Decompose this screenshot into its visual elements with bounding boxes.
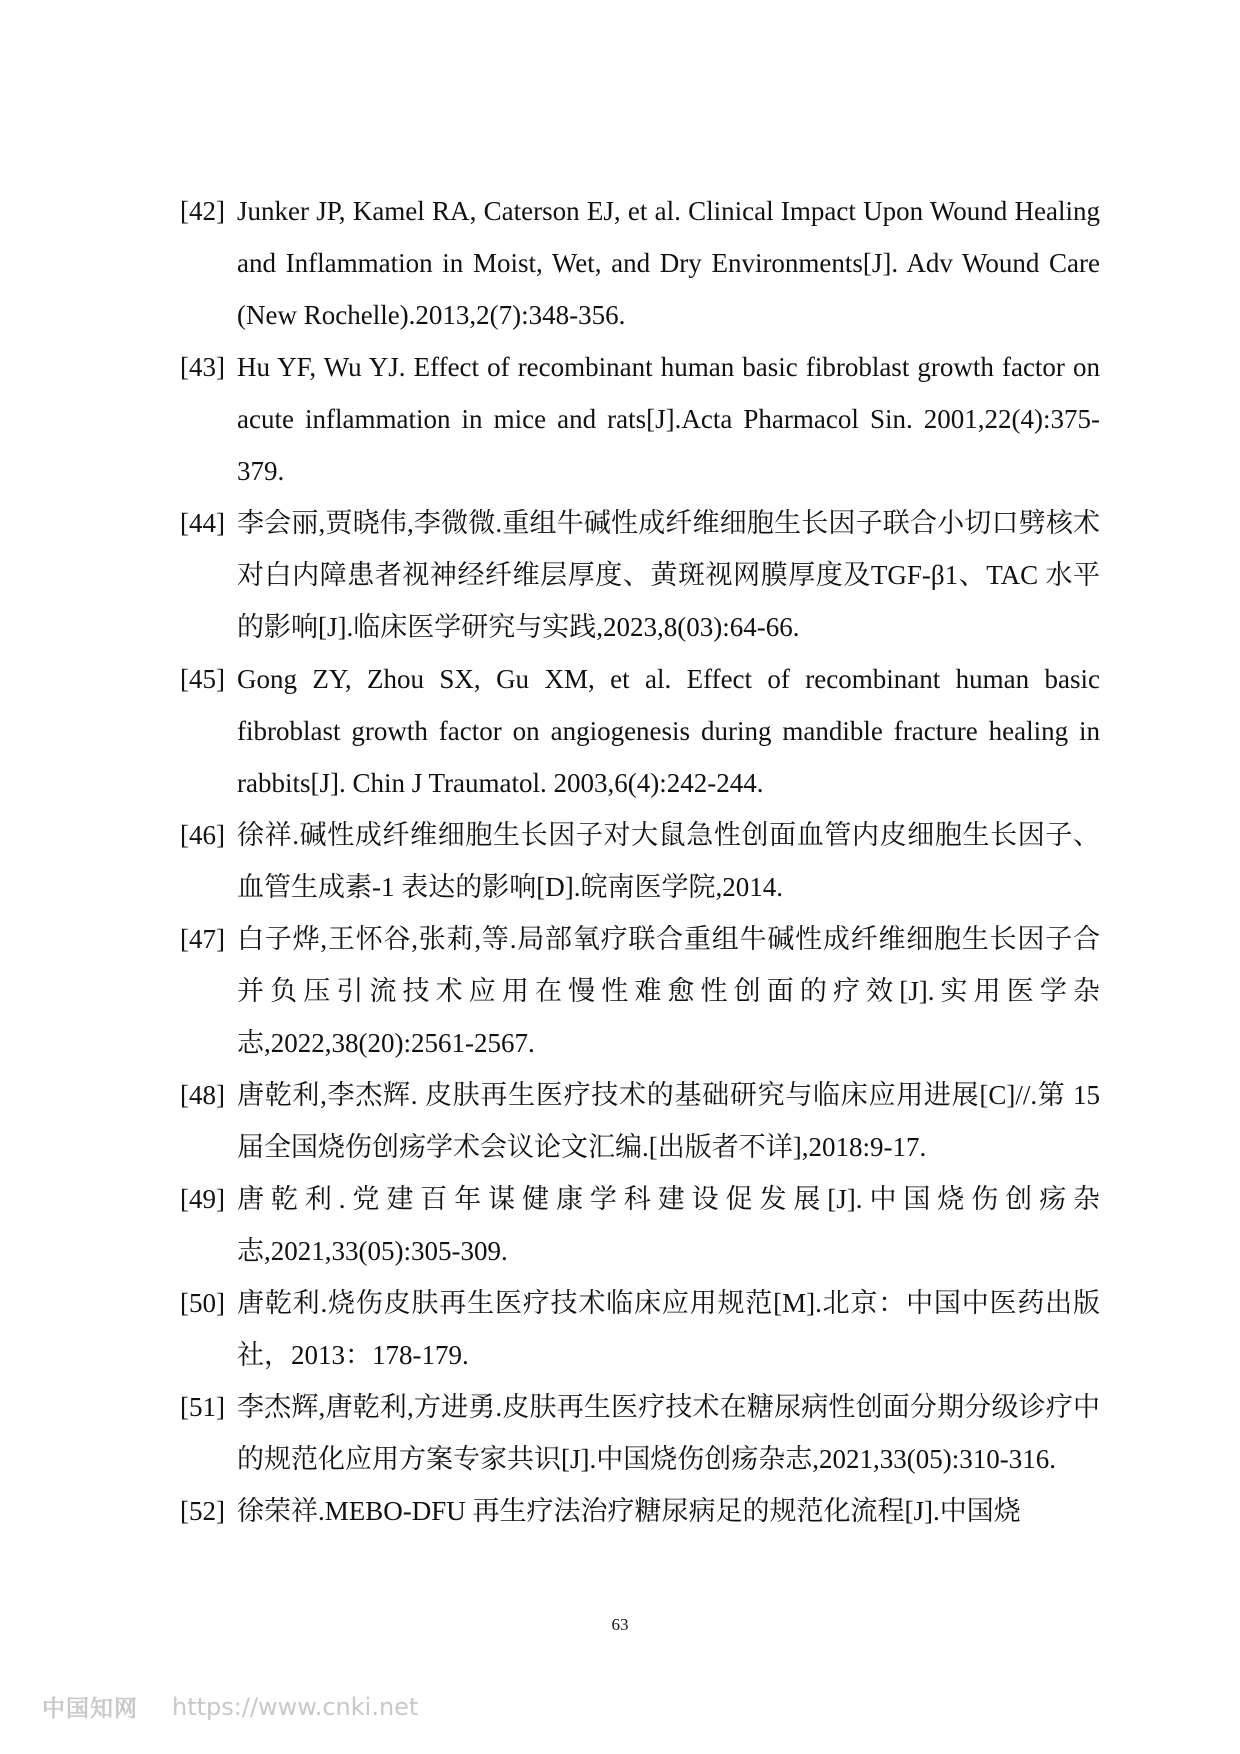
reference-number: [42] <box>180 196 225 226</box>
reference-44 <box>180 497 1100 653</box>
reference-number: [47] <box>180 924 225 954</box>
reference-text: 李杰辉,唐乾利,方进勇.皮肤再生医疗技术在糖尿病性创面分期分级诊疗中的规范化应用方案专家共识[J].中国烧伤创疡杂志,2021,33(05):310-316. <box>237 1392 1100 1474</box>
reference-46 <box>180 809 1100 913</box>
watermark-url: https://www.cnki.net <box>172 1692 419 1721</box>
page-number: 63 <box>611 1615 629 1634</box>
reference-number: [50] <box>180 1288 225 1318</box>
reference-49 <box>180 1173 1100 1277</box>
reference-text: 白子烨,王怀谷,张莉,等.局部氧疗联合重组牛碱性成纤维细胞生长因子合并负压引流技术应用在慢性难愈性创面的疗效[J].实用医学杂志,2022,38(20):2561-2567. <box>237 924 1100 1058</box>
reference-list <box>180 185 1100 1537</box>
reference-51 <box>180 1381 1100 1485</box>
reference-text: 徐祥.碱性成纤维细胞生长因子对大鼠急性创面血管内皮细胞生长因子、血管生成素-1 表达的影响[D].皖南医学院,2014. <box>237 820 1100 902</box>
reference-text: 唐乾利.烧伤皮肤再生医疗技术临床应用规范[M].北京：中国中医药出版社，2013：178-179. <box>237 1288 1100 1370</box>
reference-number: [48] <box>180 1080 225 1110</box>
reference-text: 唐乾利.党建百年谋健康学科建设促发展[J].中国烧伤创疡杂志,2021,33(05):305-309. <box>237 1184 1100 1266</box>
reference-number: [43] <box>180 352 225 382</box>
reference-text: Junker JP, Kamel RA, Caterson EJ, et al. Clinical Impact Upon Wound Healing and Inflammation in Moist, Wet, and Dry Environments[J]. Adv Wound Care (New Rochelle).2013,2(7):348-356. <box>237 196 1100 330</box>
reference-47 <box>180 913 1100 1069</box>
reference-text: Hu YF, Wu YJ. Effect of recombinant human basic fibroblast growth factor on acute inflammation in mice and rats[J].Acta Pharmacol Sin. 2001,22(4):375-379. <box>237 352 1100 486</box>
reference-number: [44] <box>180 508 225 538</box>
cnki-watermark <box>42 1690 418 1723</box>
reference-50 <box>180 1277 1100 1381</box>
reference-text: 唐乾利,李杰辉. 皮肤再生医疗技术的基础研究与临床应用进展[C]//.第 15 届全国烧伤创疡学术会议论文汇编.[出版者不详],2018:9-17. <box>237 1080 1100 1162</box>
watermark-brand: 中国知网 <box>42 1696 138 1722</box>
reference-number: [45] <box>180 664 225 694</box>
reference-45 <box>180 653 1100 809</box>
reference-number: [46] <box>180 820 225 850</box>
reference-text: 李会丽,贾晓伟,李微微.重组牛碱性成纤维细胞生长因子联合小切口劈核术对白内障患者视神经纤维层厚度、黄斑视网膜厚度及TGF-β1、TAC 水平的影响[J].临床医学研究与实践,2023,8(03):64-66. <box>237 508 1100 642</box>
reference-number: [51] <box>180 1392 225 1422</box>
reference-number: [52] <box>180 1496 225 1526</box>
reference-text: 徐荣祥.MEBO-DFU 再生疗法治疗糖尿病足的规范化流程[J].中国烧 <box>237 1496 1021 1526</box>
reference-48 <box>180 1069 1100 1173</box>
reference-43 <box>180 341 1100 497</box>
reference-text: Gong ZY, Zhou SX, Gu XM, et al. Effect of recombinant human basic fibroblast growth factor on angiogenesis during mandible fracture healing in rabbits[J]. Chin J Traumatol. 2003,6(4):242-244. <box>237 664 1100 798</box>
reference-52 <box>180 1485 1100 1537</box>
reference-42 <box>180 185 1100 341</box>
reference-number: [49] <box>180 1184 225 1214</box>
